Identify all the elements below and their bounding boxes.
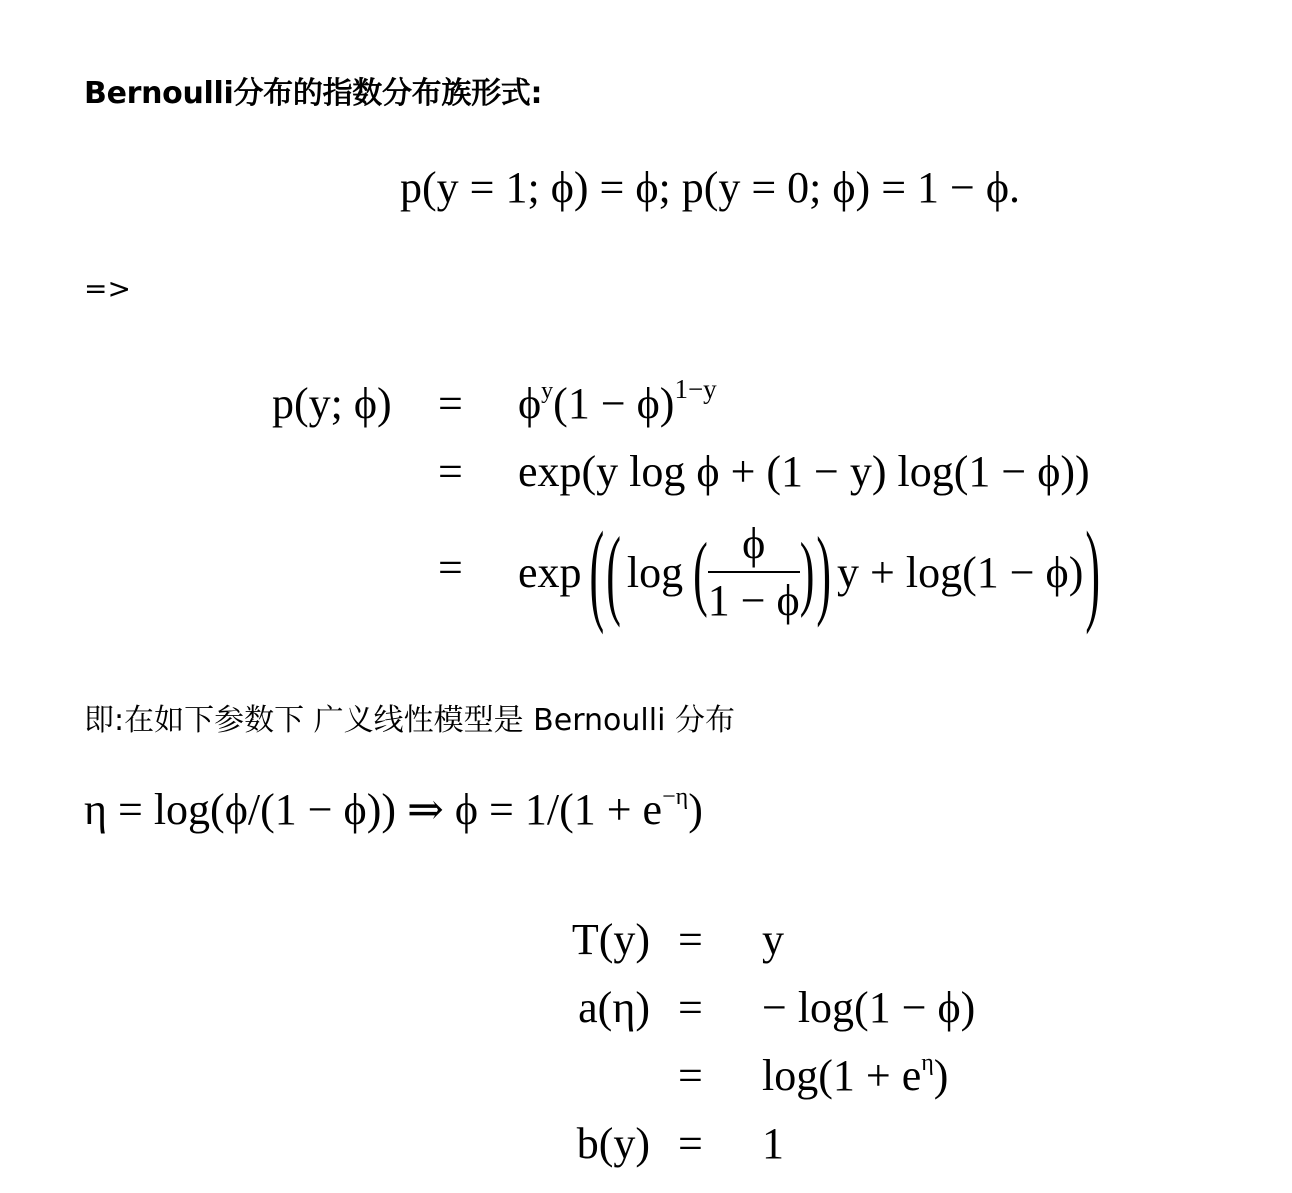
derivation-line-3: exp ( ( log ( $\frac{\phi}{1 - \phi}$ ) ) y + log(1 − ϕ) ) [518, 512, 1100, 632]
param-rel-a: = [678, 983, 703, 1032]
param-rhs-a: − log(1 − ϕ) [762, 983, 976, 1032]
derivation-line-2: exp(y log ϕ + (1 − y) log(1 − ϕ)) [518, 447, 1090, 496]
implies-arrow: => [84, 272, 131, 305]
big-left-paren-1: ( [589, 508, 605, 636]
big-left-paren-3: ( [693, 525, 708, 619]
big-left-paren-2: ( [606, 515, 621, 629]
param-rel-b: = [678, 1119, 703, 1168]
param-lhs-a: a(η) [578, 983, 650, 1032]
param-rhs-b: 1 [762, 1119, 784, 1168]
glm-description-text: 即:在如下参数下 广义线性模型是 Bernoulli 分布 [84, 703, 735, 738]
param-rel-a2: = [678, 1051, 703, 1100]
big-right-paren-1: ) [1085, 508, 1101, 636]
phi-over-one-minus-phi: $\frac{\phi}{1 - \phi}$ [707, 519, 800, 625]
big-right-paren-3: ) [799, 525, 815, 619]
derivation-rel-2: = [438, 447, 463, 496]
derivation-rel-3: = [438, 543, 463, 592]
sigmoid-link-equation: η = log(ϕ/(1 − ϕ)) ⇒ $\phi = 1/(1 + e^{-\eta})$ [84, 784, 703, 834]
bernoulli-pmf-equation: p(y = 1; ϕ) = ϕ; p(y = 0; ϕ) = 1 − ϕ. [400, 163, 1020, 212]
big-right-paren-2: ) [816, 515, 832, 629]
derivation-line-1: $\phi^y(1 - \phi)^{1-y}$ [518, 374, 717, 428]
param-rel-t: = [678, 915, 703, 964]
param-lhs-t: T(y) [571, 915, 650, 964]
param-lhs-b: b(y) [576, 1119, 650, 1168]
section-heading: Bernoulli分布的指数分布族形式: [84, 76, 543, 111]
param-rhs-a2: $\log(1 + e^\eta)$ [762, 1050, 949, 1100]
derivation-rel-1: = [438, 379, 463, 428]
derivation-lhs: p(y; ϕ) [272, 379, 392, 428]
param-rhs-t: y [762, 915, 784, 964]
